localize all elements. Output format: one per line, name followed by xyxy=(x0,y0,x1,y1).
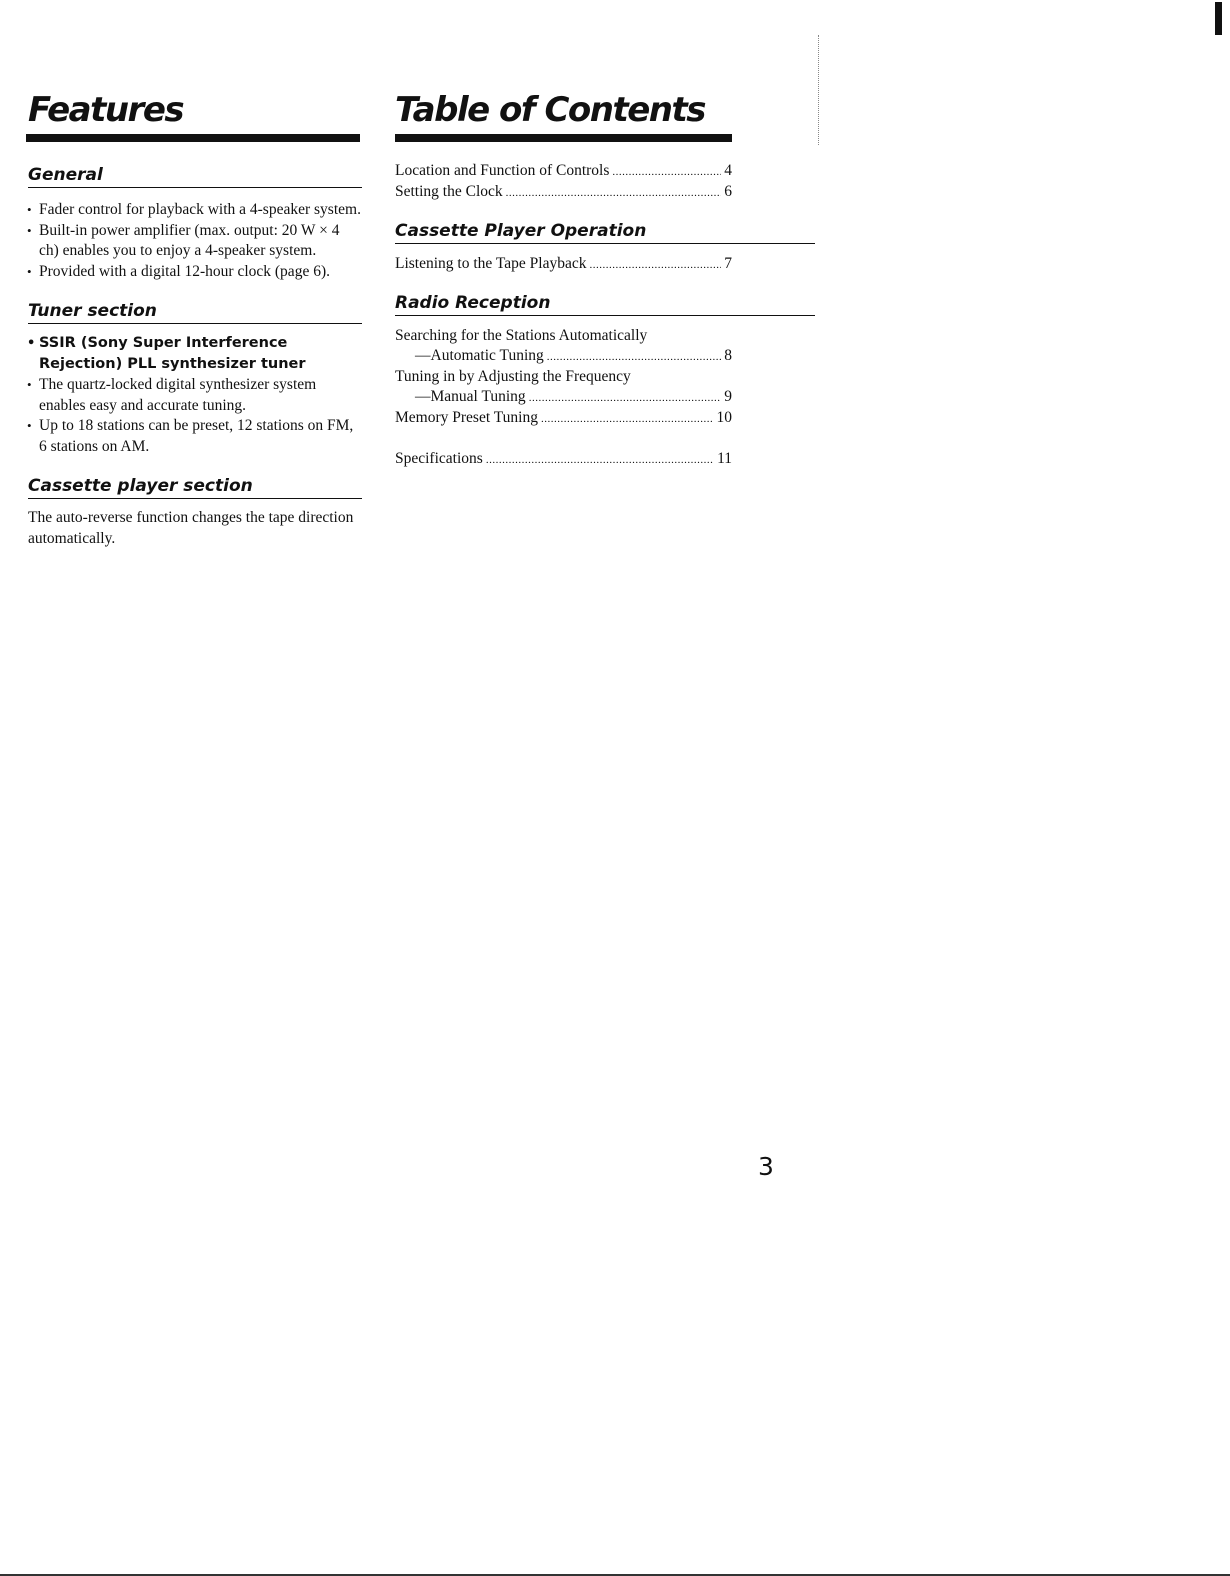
toc-entry-clock xyxy=(395,182,732,203)
toc-entry-label: —Automatic Tuning xyxy=(415,347,544,364)
toc-entry-tuning: Tuning in by Adjusting the Frequency xyxy=(395,368,631,385)
general-heading: General xyxy=(28,164,362,188)
features-title-rule xyxy=(26,134,360,142)
toc-entry-label: Specifications xyxy=(395,450,483,467)
toc-entry-memory-preset xyxy=(395,408,732,429)
toc-entry-page: 11 xyxy=(717,450,732,467)
cassette-section-text: The auto-reverse function changes the tape direction automatically. xyxy=(28,509,354,547)
toc-specs-list xyxy=(395,449,815,470)
cassette-section-heading: Cassette player section xyxy=(28,475,362,499)
toc-leader-dots xyxy=(486,449,714,470)
cassette-operation-heading: Cassette Player Operation xyxy=(395,220,815,244)
toc-cassette-list xyxy=(395,254,815,275)
toc-entry-label: Setting the Clock xyxy=(395,183,503,200)
general-item-amplifier: • Built-in power amplifier (max. output: 20 W × 4 ch) enables you to enjoy a 4-speaker system. xyxy=(28,221,362,262)
features-title: Features xyxy=(28,90,184,130)
tuner-item-ssir: • SSIR (Sony Super Interference Rejection) PLL synthesizer tuner xyxy=(28,333,362,375)
toc-entry-page: 6 xyxy=(724,183,732,200)
toc-leader-dots xyxy=(589,254,721,275)
toc-radio-list xyxy=(395,326,815,429)
scan-edge-line xyxy=(818,35,819,145)
general-item-fader: • Fader control for playback with a 4-speaker system. xyxy=(28,200,362,221)
toc-entry-automatic-tuning xyxy=(395,346,732,367)
toc-entry-page: 8 xyxy=(724,347,732,364)
toc-leader-dots xyxy=(529,387,722,408)
toc-entry-label: —Manual Tuning xyxy=(415,388,526,405)
toc-entry-specifications xyxy=(395,449,732,470)
radio-reception-heading: Radio Reception xyxy=(395,292,815,316)
toc-title-rule xyxy=(395,134,732,142)
toc-title: Table of Contents xyxy=(395,90,706,130)
registration-mark xyxy=(1215,2,1222,35)
toc-entry-controls xyxy=(395,161,732,182)
toc-entry-page: 9 xyxy=(724,388,732,405)
toc-entry-label: Location and Function of Controls xyxy=(395,162,610,179)
general-list xyxy=(28,200,362,282)
toc-entry-manual-tuning xyxy=(395,387,732,408)
toc-column xyxy=(395,90,815,470)
toc-entry-label: Memory Preset Tuning xyxy=(395,409,538,426)
toc-intro-list xyxy=(395,161,815,203)
toc-leader-dots xyxy=(612,161,721,182)
toc-leader-dots xyxy=(541,408,714,429)
toc-entry-label: Listening to the Tape Playback xyxy=(395,255,587,272)
toc-entry-tape-playback xyxy=(395,254,732,275)
toc-entry-page: 7 xyxy=(724,255,732,272)
features-column xyxy=(28,90,362,549)
tuner-list xyxy=(28,333,362,457)
tuner-item-quartz: • The quartz-locked digital synthesizer system enables easy and accurate tuning. xyxy=(28,375,362,416)
tuner-item-presets: • Up to 18 stations can be preset, 12 stations on FM, 6 stations on AM. xyxy=(28,416,362,457)
toc-leader-dots xyxy=(547,346,721,367)
toc-entry-page: 4 xyxy=(724,162,732,179)
toc-leader-dots xyxy=(506,182,722,203)
toc-entry-searching: Searching for the Stations Automatically xyxy=(395,327,648,344)
page-number: 3 xyxy=(758,1152,774,1181)
general-item-clock: • Provided with a digital 12-hour clock (page 6). xyxy=(28,262,362,283)
tuner-heading: Tuner section xyxy=(28,300,362,324)
toc-entry-page: 10 xyxy=(716,409,732,426)
